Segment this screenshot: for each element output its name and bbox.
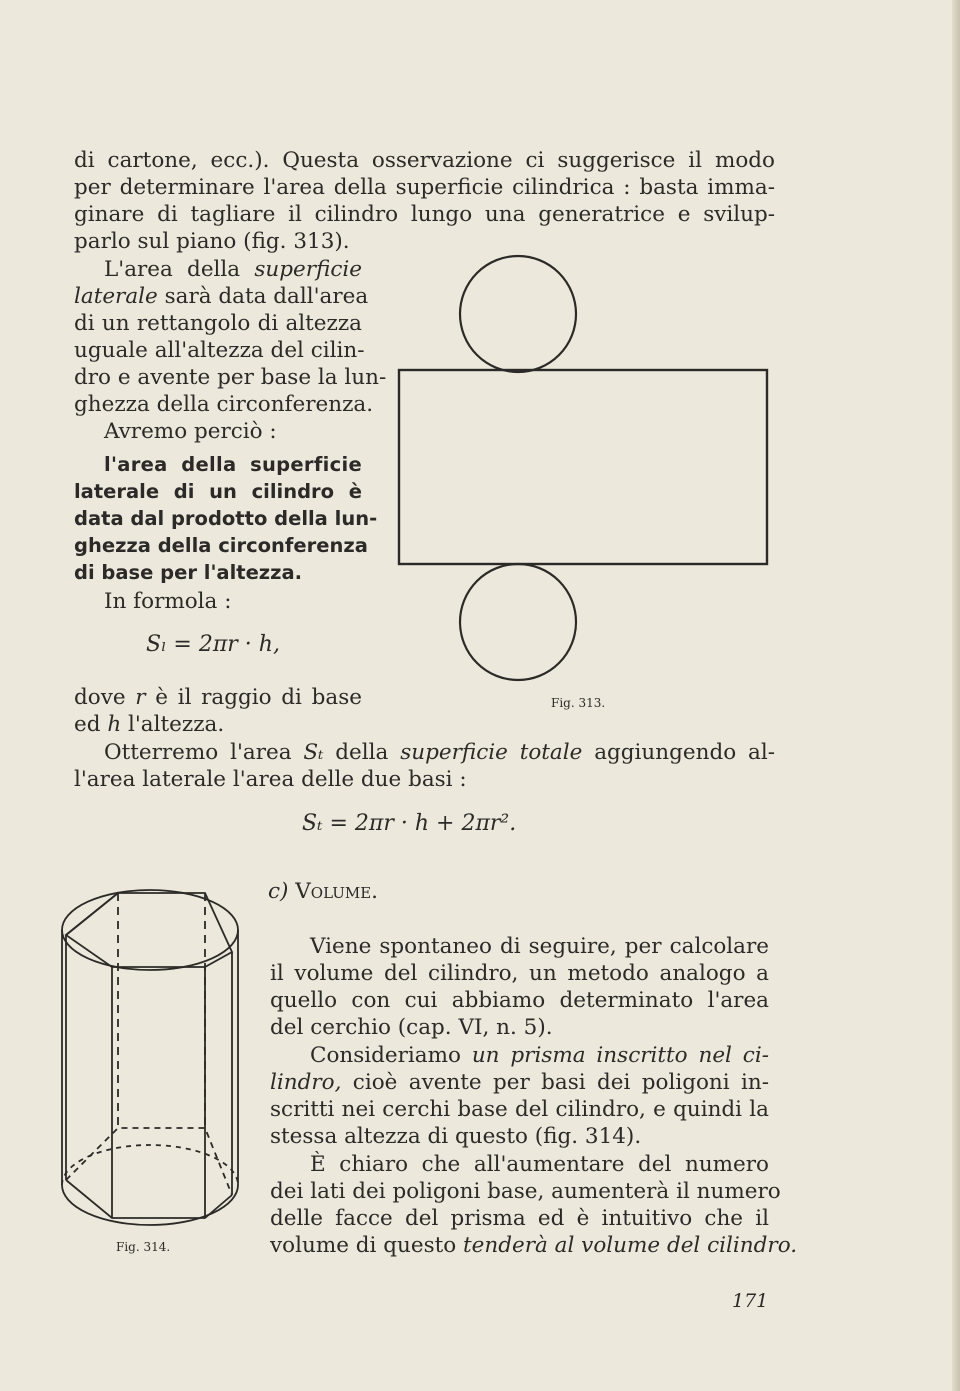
formula-intro: In formola : <box>104 589 232 614</box>
rule-line-4: ghezza della circonferenza <box>74 534 368 557</box>
bottom-polygon-front <box>66 1180 232 1218</box>
lateral-line-3: di un rettangolo di altezza <box>74 311 362 336</box>
bottom-arc-back <box>62 1145 238 1185</box>
total-italic: superficie totale <box>400 740 583 765</box>
volume-line-1: Viene spontaneo di seguire, per calcolare <box>310 934 769 959</box>
top-ellipse <box>62 890 238 970</box>
paragraph-1-line-4: parlo sul piano (fig. 313). <box>74 229 350 254</box>
chiaro-line-1: È chiaro che all'aumentare del numero <box>310 1152 769 1177</box>
total-text: aggiungendo al- <box>582 740 775 765</box>
rule-line-1: l'area della superficie <box>104 453 362 476</box>
total-text: Otterremo l'area <box>104 740 304 765</box>
lateral-line-4: uguale all'altezza del cilin- <box>74 338 365 363</box>
variable-r: r <box>135 685 146 710</box>
page-number: 171 <box>732 1290 769 1312</box>
formula-total-area: Sₜ = 2πr · h + 2πr². <box>302 811 517 836</box>
figure-313-caption: Fig. 313. <box>551 696 606 710</box>
paragraph-1-line-3: ginare di tagliare il cilindro lungo una generatrice e svilup- <box>74 202 775 227</box>
volume-line-4: del cerchio (cap. VI, n. 5). <box>270 1015 553 1040</box>
top-polygon <box>66 893 232 967</box>
section-c-label: c) <box>268 879 296 904</box>
lateral-line-6: ghezza della circonferenza. <box>74 392 374 417</box>
volume-line-2: il volume del cilindro, un metodo analogo a <box>270 961 769 986</box>
variable-h: h <box>107 712 122 737</box>
lateral-text: L'area della <box>104 257 255 282</box>
lateral-italic: laterale <box>74 284 158 309</box>
paragraph-1-line-1: di cartone, ecc.). Questa osservazione ci suggerisce il modo <box>74 148 775 173</box>
lateral-text: sarà data dall'area <box>157 284 369 309</box>
prism-italic: lindro, <box>270 1070 342 1095</box>
chiaro-text: volume di questo <box>270 1233 464 1258</box>
lateral-line-7: Avremo perciò : <box>104 419 277 444</box>
chiaro-line-2: dei lati dei poligoni base, aumenterà il numero <box>270 1179 781 1204</box>
where-text: è il raggio di base <box>145 685 362 710</box>
where-text: dove <box>74 685 136 710</box>
prism-line-3: scritti nei cerchi base del cilindro, e quindi la <box>270 1097 769 1122</box>
variable-st: Sₜ <box>303 740 324 765</box>
lateral-line-5: dro e avente per base la lun- <box>74 365 387 390</box>
total-text: della <box>323 740 401 765</box>
rule-line-5: di base per l'altezza. <box>74 561 303 584</box>
prism-line-4: stessa altezza di questo (fig. 314). <box>270 1124 642 1149</box>
where-text: l'altezza. <box>121 712 225 737</box>
bottom-polygon-back <box>66 1128 232 1195</box>
total-line-2: l'area laterale l'area delle due basi : <box>74 767 467 792</box>
figure-314-caption: Fig. 314. <box>116 1240 171 1254</box>
rule-line-2: laterale di un cilindro è <box>74 480 362 503</box>
prism-italic: un prisma inscritto nel ci- <box>471 1043 769 1068</box>
page-edge-shadow <box>952 0 960 1391</box>
paragraph-1-line-2: per determinare l'area della superficie cilindrica : basta imma- <box>74 175 775 200</box>
chiaro-line-3: delle facce del prisma ed è intuitivo che il <box>270 1206 769 1231</box>
prism-text: cioè avente per basi dei poligoni in- <box>341 1070 769 1095</box>
formula-lateral-area: Sₗ = 2πr · h, <box>146 632 280 657</box>
section-c-title: Volume. <box>295 879 379 904</box>
rule-line-3: data dal prodotto della lun- <box>74 507 378 530</box>
bottom-arc-front <box>62 1185 238 1225</box>
where-text: ed <box>74 712 108 737</box>
prism-text: Consideriamo <box>310 1043 472 1068</box>
chiaro-italic: tenderà al volume del cilindro. <box>463 1233 798 1258</box>
volume-line-3: quello con cui abbiamo determinato l'area <box>270 988 769 1013</box>
lateral-italic: superficie <box>254 257 362 282</box>
